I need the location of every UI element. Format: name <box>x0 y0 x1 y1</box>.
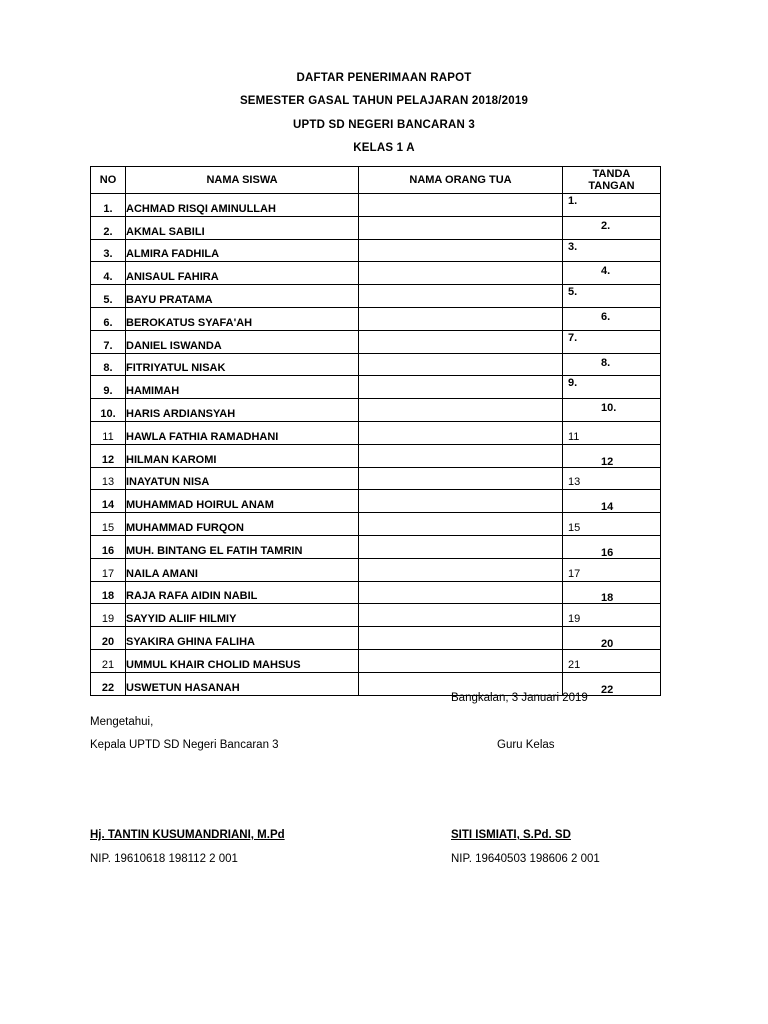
place-date: Bangkalan, 3 Januari 2019 <box>451 692 588 704</box>
parent-name-field[interactable] <box>359 581 563 604</box>
table-row <box>91 421 661 444</box>
parent-name-field[interactable] <box>359 285 563 308</box>
signature-number: 21 <box>568 658 581 671</box>
row-number: 6. <box>91 307 126 330</box>
signature-number: 19 <box>568 613 581 626</box>
signature-number: 18 <box>601 592 614 605</box>
signature-number: 13 <box>568 476 581 489</box>
student-name: INAYATUN NISA <box>126 467 359 490</box>
parent-name-field[interactable] <box>359 262 563 285</box>
column-header-signature: TANDA TANGAN <box>563 167 661 194</box>
student-name: ALMIRA FADHILA <box>126 239 359 262</box>
parent-name-field[interactable] <box>359 627 563 650</box>
student-name: UMMUL KHAIR CHOLID MAHSUS <box>126 649 359 672</box>
student-name: MUHAMMAD HOIRUL ANAM <box>126 490 359 513</box>
signature-field[interactable] <box>563 399 661 422</box>
student-name: ANISAUL FAHIRA <box>126 262 359 285</box>
signature-field[interactable] <box>563 307 661 330</box>
row-number: 16 <box>91 535 126 558</box>
student-name: HILMAN KAROMI <box>126 444 359 467</box>
table-row <box>91 490 661 513</box>
parent-name-field[interactable] <box>359 513 563 536</box>
signature-field[interactable] <box>563 262 661 285</box>
parent-name-field[interactable] <box>359 353 563 376</box>
student-name: DANIEL ISWANDA <box>126 330 359 353</box>
signature-field[interactable] <box>563 649 661 672</box>
row-number: 1. <box>91 194 126 217</box>
headmaster-title: Kepala UPTD SD Negeri Bancaran 3 <box>90 739 279 751</box>
signature-number: 8. <box>601 356 611 369</box>
headmaster-name: Hj. TANTIN KUSUMANDRIANI, M.Pd <box>90 829 285 841</box>
student-name: HAWLA FATHIA RAMADHANI <box>126 421 359 444</box>
parent-name-field[interactable] <box>359 421 563 444</box>
signature-field[interactable] <box>563 330 661 353</box>
teacher-name: SITI ISMIATI, S.Pd. SD <box>451 829 571 841</box>
row-number: 10. <box>91 399 126 422</box>
signature-number: 3. <box>568 240 578 253</box>
student-name: AKMAL SABILI <box>126 216 359 239</box>
column-header-student-name: NAMA SISWA <box>126 167 359 194</box>
parent-name-field[interactable] <box>359 216 563 239</box>
parent-name-field[interactable] <box>359 490 563 513</box>
row-number: 4. <box>91 262 126 285</box>
table-header-row <box>91 167 661 194</box>
signature-field[interactable] <box>563 535 661 558</box>
row-number: 13 <box>91 467 126 490</box>
school-name: UPTD SD NEGERI BANCARAN 3 <box>293 118 475 131</box>
table-row <box>91 262 661 285</box>
signature-field[interactable] <box>563 490 661 513</box>
document-header <box>0 70 768 163</box>
signature-field[interactable] <box>563 353 661 376</box>
row-number: 7. <box>91 330 126 353</box>
student-name: SYAKIRA GHINA FALIHA <box>126 627 359 650</box>
student-name: RAJA RAFA AIDIN NABIL <box>126 581 359 604</box>
column-header-parent-name: NAMA ORANG TUA <box>359 167 563 194</box>
row-number: 15 <box>91 513 126 536</box>
row-number: 3. <box>91 239 126 262</box>
signature-field[interactable] <box>563 467 661 490</box>
acknowledged-label: Mengetahui, <box>90 716 154 728</box>
student-name: FITRIYATUL NISAK <box>126 353 359 376</box>
parent-name-field[interactable] <box>359 649 563 672</box>
document-title: DAFTAR PENERIMAAN RAPOT <box>296 72 472 84</box>
column-header-no: NO <box>91 167 126 194</box>
row-number: 19 <box>91 604 126 627</box>
signature-field[interactable] <box>563 421 661 444</box>
signature-number: 4. <box>601 265 611 278</box>
signature-number: 12 <box>601 455 614 468</box>
row-number: 2. <box>91 216 126 239</box>
signature-field[interactable] <box>563 444 661 467</box>
signature-number: 7. <box>568 331 578 344</box>
row-number: 22 <box>91 672 126 695</box>
table-row <box>91 353 661 376</box>
table-row <box>91 239 661 262</box>
row-number: 17 <box>91 558 126 581</box>
row-number: 9. <box>91 376 126 399</box>
signature-field[interactable] <box>563 604 661 627</box>
signature-field[interactable] <box>563 581 661 604</box>
parent-name-field[interactable] <box>359 558 563 581</box>
row-number: 5. <box>91 285 126 308</box>
signature-field[interactable] <box>563 558 661 581</box>
signature-field[interactable] <box>563 513 661 536</box>
signature-field[interactable] <box>563 376 661 399</box>
row-number: 14 <box>91 490 126 513</box>
signature-number: 22 <box>601 683 614 696</box>
parent-name-field[interactable] <box>359 604 563 627</box>
signature-number: 20 <box>601 637 614 650</box>
table-row <box>91 627 661 650</box>
table-row <box>91 376 661 399</box>
student-name: MUH. BINTANG EL FATIH TAMRIN <box>126 535 359 558</box>
table-row <box>91 649 661 672</box>
table-row <box>91 535 661 558</box>
student-name: BEROKATUS SYAFA'AH <box>126 307 359 330</box>
row-number: 11 <box>91 421 126 444</box>
class-name: KELAS 1 A <box>353 141 415 154</box>
table-row <box>91 558 661 581</box>
student-name: MUHAMMAD FURQON <box>126 513 359 536</box>
signature-field[interactable] <box>563 285 661 308</box>
parent-name-field[interactable] <box>359 399 563 422</box>
signature-field[interactable] <box>563 216 661 239</box>
signature-field[interactable] <box>563 627 661 650</box>
table-row <box>91 330 661 353</box>
signature-number: 15 <box>568 521 581 534</box>
parent-name-field[interactable] <box>359 376 563 399</box>
table-row <box>91 216 661 239</box>
signature-number: 5. <box>568 286 578 299</box>
student-name: HAMIMAH <box>126 376 359 399</box>
table-row <box>91 285 661 308</box>
teacher-nip: NIP. 19640503 198606 2 001 <box>451 853 600 865</box>
table-row <box>91 307 661 330</box>
table-row <box>91 399 661 422</box>
headmaster-nip: NIP. 19610618 198112 2 001 <box>90 853 238 865</box>
row-number: 18 <box>91 581 126 604</box>
signature-number: 10. <box>601 402 617 415</box>
signature-number: 16 <box>601 546 614 559</box>
parent-name-field[interactable] <box>359 194 563 217</box>
signature-number: 6. <box>601 310 611 323</box>
table-body <box>91 194 661 696</box>
signature-field[interactable] <box>563 239 661 262</box>
row-number: 21 <box>91 649 126 672</box>
signature-number: 1. <box>568 195 578 207</box>
table-row <box>91 581 661 604</box>
parent-name-field[interactable] <box>359 467 563 490</box>
signature-number: 11 <box>568 430 580 443</box>
row-number: 12 <box>91 444 126 467</box>
parent-name-field[interactable] <box>359 535 563 558</box>
student-name: NAILA AMANI <box>126 558 359 581</box>
signature-field[interactable] <box>563 194 661 217</box>
parent-name-field[interactable] <box>359 307 563 330</box>
parent-name-field[interactable] <box>359 330 563 353</box>
signature-number: 14 <box>601 501 614 514</box>
signature-number: 9. <box>568 377 578 390</box>
parent-name-field[interactable] <box>359 239 563 262</box>
table-row <box>91 444 661 467</box>
table-row <box>91 513 661 536</box>
table-row <box>91 194 661 217</box>
student-name: HARIS ARDIANSYAH <box>126 399 359 422</box>
report-receipt-table <box>90 166 661 696</box>
parent-name-field[interactable] <box>359 444 563 467</box>
student-name: SAYYID ALIIF HILMIY <box>126 604 359 627</box>
student-name: ACHMAD RISQI AMINULLAH <box>126 194 359 217</box>
student-name: USWETUN HASANAH <box>126 672 359 695</box>
semester-line: SEMESTER GASAL TAHUN PELAJARAN 2018/2019 <box>239 95 529 108</box>
row-number: 8. <box>91 353 126 376</box>
signature-number: 17 <box>568 567 581 580</box>
signature-number: 2. <box>601 219 611 232</box>
teacher-title: Guru Kelas <box>497 739 555 751</box>
row-number: 20 <box>91 627 126 650</box>
table-row <box>91 604 661 627</box>
student-name: BAYU PRATAMA <box>126 285 359 308</box>
table-row <box>91 467 661 490</box>
